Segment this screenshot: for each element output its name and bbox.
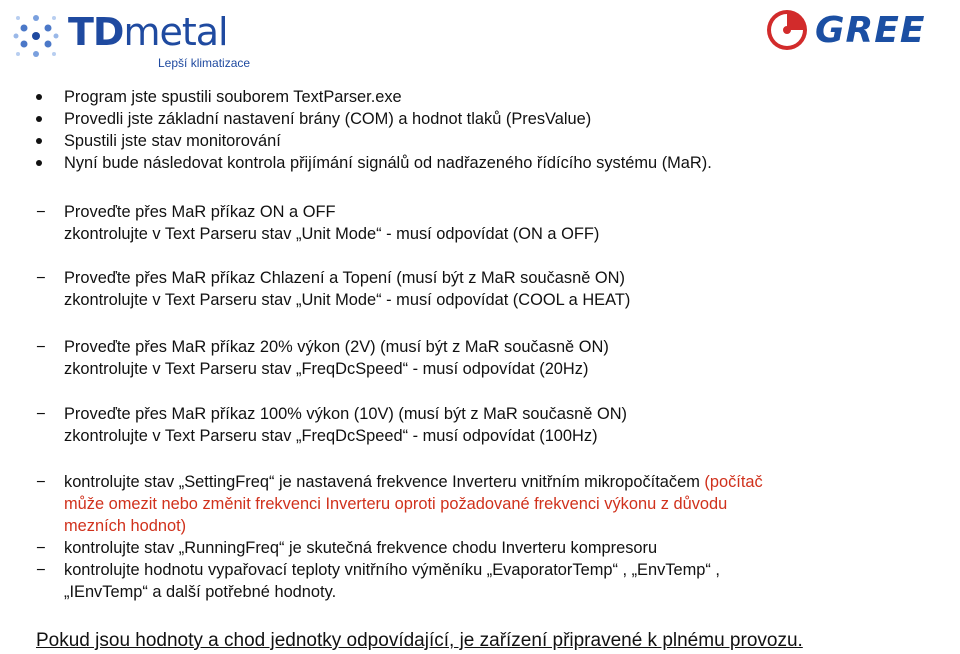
tdmetal-tagline: Lepší klimatizace [158, 56, 251, 70]
tdmetal-logo [8, 4, 268, 76]
list-item-running-freq: − kontrolujte stav „RunningFreq“ je skutečná frekvence chodu Inverteru kompresoru [36, 539, 658, 557]
gree-emblem-icon [765, 8, 809, 52]
slide-header [0, 0, 960, 82]
check-cool-heat [36, 267, 630, 311]
list-item: Spustili jste stav monitorování [36, 130, 712, 152]
list-item-continuation: mezních hodnot) [64, 517, 187, 535]
list-item: − Proveďte přes MaR příkaz Chlazení a Topení (musí být z MaR současně ON) [36, 269, 625, 287]
list-item-continuation: zkontrolujte v Text Parseru stav „FreqDcSpeed“ - musí odpovídat (20Hz) [64, 360, 589, 378]
conclusion-text: Pokud jsou hodnoty a chod jednotky odpovídající, je zařízení připravené k plnému provozu. [36, 630, 803, 651]
bullet-icon [36, 160, 42, 166]
tdmetal-wordmark: TDmetal [68, 10, 228, 54]
bullet-icon [36, 116, 42, 122]
bullet-icon [36, 94, 42, 100]
intro-bullet-list [36, 86, 712, 174]
list-item-temps: − kontrolujte hodnotu vypařovací teploty vnitřního výměníku „EvaporatorTemp“ , „EnvTemp“ , [36, 561, 720, 579]
list-item: Program jste spustili souborem TextParser.exe [36, 86, 712, 108]
check-100-percent [36, 403, 627, 447]
list-item-continuation: zkontrolujte v Text Parseru stav „FreqDcSpeed“ - musí odpovídat (100Hz) [64, 427, 598, 445]
bullet-icon [36, 138, 42, 144]
list-item-continuation: „IEnvTemp“ a další potřebné hodnoty. [64, 583, 337, 601]
gree-logo [765, 8, 955, 54]
list-item: − Proveďte přes MaR příkaz ON a OFF [36, 203, 336, 221]
check-on-off [36, 201, 599, 245]
list-item: Provedli jste základní nastavení brány (COM) a hodnot tlaků (PresValue) [36, 108, 712, 130]
list-item: Nyní bude následovat kontrola přijímání signálů od nadřazeného řídícího systému (MaR). [36, 152, 712, 174]
list-item-continuation: může omezit nebo změnit frekvenci Inverteru oproti požadované frekvenci výkonu z důvodu [64, 495, 728, 513]
list-item-continuation: zkontrolujte v Text Parseru stav „Unit Mode“ - musí odpovídat (COOL a HEAT) [64, 291, 631, 309]
list-item-continuation: zkontrolujte v Text Parseru stav „Unit Mode“ - musí odpovídat (ON a OFF) [64, 225, 600, 243]
list-item-setting-freq: − kontrolujte stav „SettingFreq“ je nastavená frekvence Inverteru vnitřním mikropočítačem (počítač [36, 473, 763, 491]
notes-list [36, 471, 763, 603]
check-20-percent [36, 336, 609, 380]
list-item: − Proveďte přes MaR příkaz 20% výkon (2V) (musí být z MaR současně ON) [36, 338, 609, 356]
tdmetal-emblem-icon [8, 6, 64, 66]
gree-wordmark: GREE [815, 10, 926, 51]
list-item: − Proveďte přes MaR příkaz 100% výkon (10V) (musí být z MaR současně ON) [36, 405, 628, 423]
